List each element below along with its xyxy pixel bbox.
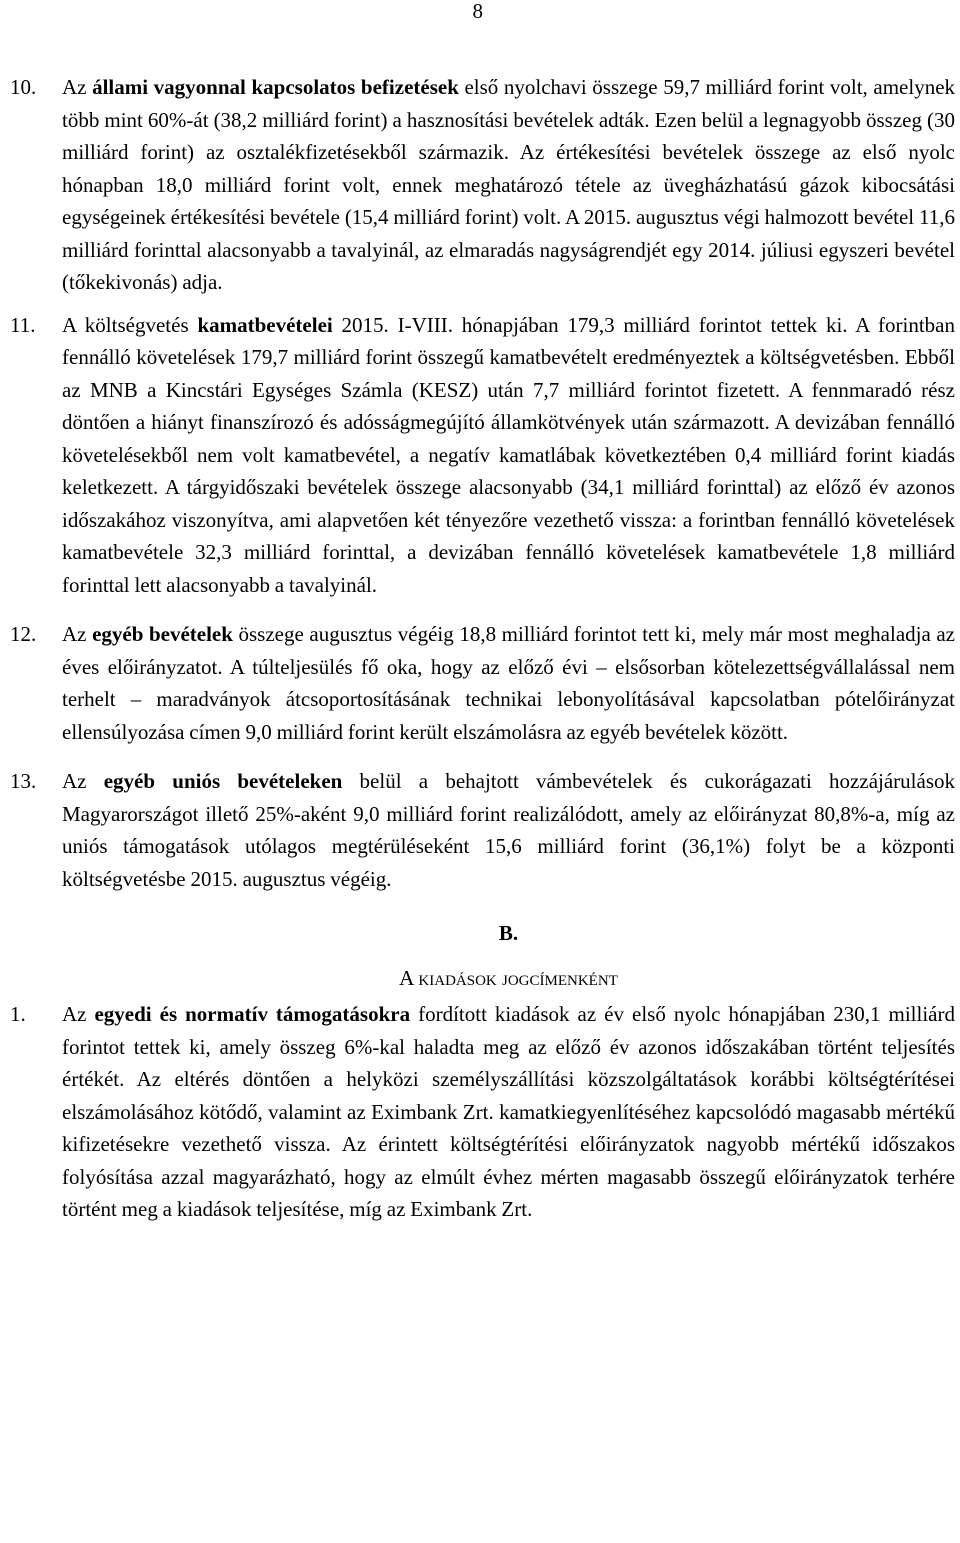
expense-item-1 <box>10 998 955 1226</box>
item-number: 12. <box>10 622 37 646</box>
text-run: A költségvetés <box>62 312 198 337</box>
item-number: 13. <box>10 769 37 793</box>
section-letter: B. <box>498 921 519 945</box>
text-run: első nyolchavi összege 59,7 milliárd forint volt, amelynek több mint 60%-át (38,2 milliárd forint) a hasznosítási bevételek adták. Ezen belül a legnagyobb összeg (30 milliárd forint) az osztalékfizetésekből származik. Az értékesítési bevételek összege az első nyolc hónapban 18,0 milliárd forint volt, ennek meghatározó tétele az üvegházhatású gázok kibocsátási egységeinek értékesítési bevétele (15,4 milliárd forint) volt. A 2015. augusztus végi halmozott bevétel 11,6 milliárd forinttal alacsonyabb a tavalyinál, az elmaradás nagyságrendjét egy 2014. júliusi egyszeri bevétel (tőkekivonás) adja. <box>62 75 956 294</box>
text-run: belül a behajtott vámbevételek és cukorágazati hozzájárulások Magyarországot illető 25%-aként 9,0 milliárd forint realizálódott, amely az előirányzat 80,8%-a, míg az uniós támogatások utólagos megtérüléseként 15,6 milliárd forint (36,1%) folyt be a központi költségvetésbe 2015. augusztus végéig. <box>62 769 955 891</box>
text-run-bold: kamatbevételei <box>197 312 333 337</box>
item-paragraph <box>62 71 955 299</box>
item-paragraph <box>62 998 955 1226</box>
text-run: 2015. I-VIII. hónapjában 179,3 milliárd forintot tettek ki. A forintban fennálló követelések 179,7 milliárd forint összegű kamatbevételt eredményeztek a költségvetésben. Ebből az MNB a Kincstári Egységes Számla (KESZ) után 7,7 milliárd forintot fizetett. A fennmaradó rész döntően a hiányt finanszírozó és adósságmegújító államkötvények után származott. A devizában fennálló követelésekből nem volt kamatbevétel, a negatív kamatlábak következtében 0,4 milliárd forint kiadás keletkezett. A tárgyidőszaki bevételek összege alacsonyabb (34,1 milliárd forinttal) az előző év azonos időszakához viszonyítva, ami alapvetően két tényezőre vezethető vissza: a forintban fennálló követelések kamatbevétele 32,3 milliárd forinttal, a devizában fennálló követelések kamatbevétele 1,8 milliárd forinttal lett alacsonyabb a tavalyinál. <box>62 312 955 597</box>
text-run: Az <box>62 1002 95 1026</box>
item-number: 1. <box>10 1002 26 1026</box>
page-number: 8 <box>472 0 483 23</box>
document-body <box>10 71 955 1226</box>
text-run-bold: egyéb bevételek <box>92 622 233 646</box>
list-item-10 <box>10 71 955 299</box>
text-run: fordított kiadások az év első nyolc hónapjában 230,1 milliárd forintot tettek ki, amely összeg 6%-kal haladta meg az előző év azonos időszakában történt teljesítés értékét. Az eltérés döntően a helyközi személyszállítási közszolgáltatások korábbi költségtérítései elszámolásához kötődő, valamint az Eximbank Zrt. kamatkiegyenlítéséhez kapcsolódó magasabb mértékű kifizetésekre vezethető vissza. Az érintett költségtérítési előirányzatok nagyobb mértékű időszakos folyósítása azzal magyarázható, hogy az elmúlt évhez mérten magasabb összegű előirányzatok terhére történt meg a kiadások teljesítése, míg az Eximbank Zrt. <box>62 1002 955 1221</box>
list-item-12 <box>10 618 955 748</box>
text-run: összege augusztus végéig 18,8 milliárd forintot tett ki, mely már most meghaladja az éves előirányzatot. A túlteljesülés fő oka, hogy az előző évi – elsősorban kötelezettségvállalással nem terhelt – maradványok átcsoportosításának technikai lebonyolításával kapcsolatban pótelőirányzat ellensúlyozása címen 9,0 milliárd forint került elszámolásra az egyéb bevételek között. <box>62 622 956 744</box>
list-item-11 <box>10 309 955 602</box>
list-item-13 <box>10 765 955 895</box>
text-run-bold: egyedi és normatív támogatásokra <box>94 1002 411 1026</box>
text-run: Az <box>62 622 93 646</box>
item-paragraph <box>62 618 955 748</box>
text-run-bold: egyéb uniós bevételeken <box>103 769 343 793</box>
section-title: A kiadások jogcímenként <box>399 965 618 990</box>
item-paragraph <box>62 765 955 895</box>
text-run: Az <box>62 769 104 793</box>
text-run-bold: állami vagyonnal kapcsolatos befizetések <box>92 75 459 99</box>
text-run: Az <box>62 75 93 99</box>
item-number: 11. <box>10 312 36 337</box>
item-number: 10. <box>10 75 37 99</box>
item-paragraph <box>62 309 955 602</box>
